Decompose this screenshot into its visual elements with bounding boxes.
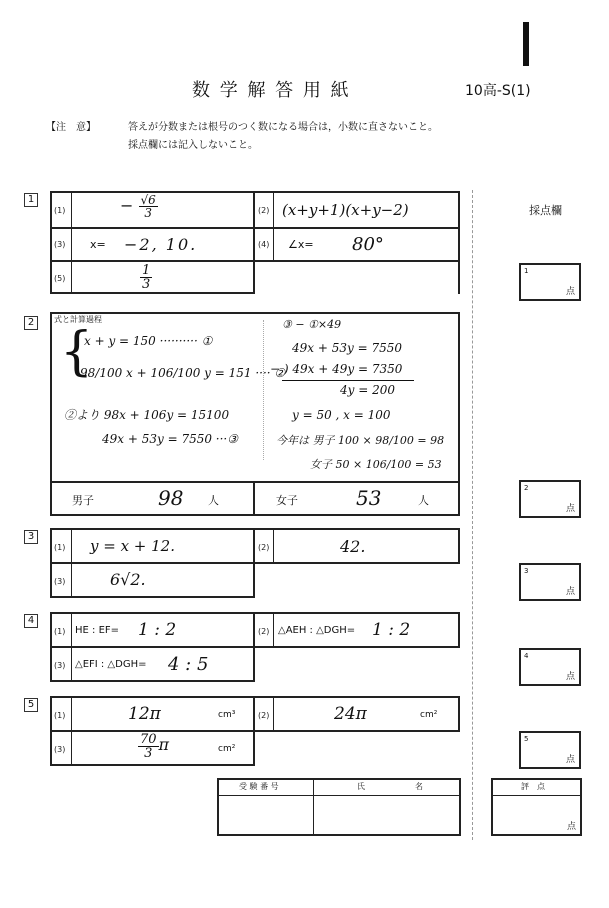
q1-2-answer: (x+y+1)(x+y−2) [282, 201, 409, 219]
score-box-5 [519, 731, 581, 769]
score-box-3 [519, 563, 581, 601]
q4-2-label: (2) [258, 627, 270, 636]
q3-1-answer: y = x + 12. [90, 537, 175, 555]
q4-3-label: (3) [54, 661, 66, 670]
work-left-line-2: 98/100 x + 106/100 y = 151 ···· ② [80, 366, 286, 380]
section-number-3: 3 [24, 530, 38, 544]
score-column-title: 採点欄 [529, 204, 562, 217]
score-box-number: 3 [524, 567, 529, 575]
exam-number-label: 受 験 番 号 [239, 782, 279, 791]
girls-unit: 人 [418, 494, 429, 507]
work-right-line-7: 女子 50 × 106/100 = 53 [310, 458, 442, 471]
q1-1-answer-sign: − [120, 196, 134, 215]
total-score-box [491, 778, 582, 836]
q1-3-label: (3) [54, 240, 66, 249]
q5-1-answer: 12π [128, 704, 161, 724]
boys-label: 男子 [72, 494, 94, 507]
work-subtraction-rule [282, 380, 414, 381]
name-label-1: 氏 [357, 782, 365, 791]
score-box-unit: 点 [565, 755, 575, 765]
score-box-4 [519, 648, 581, 686]
q3-3-answer: 6√2. [110, 570, 146, 589]
work-right-line-2: 49x + 53y = 7550 [292, 341, 402, 355]
q1-1-label: (1) [54, 206, 66, 215]
notice-line-1: 答えが分数または根号のつく数になる場合は，小数に直さないこと。 [128, 122, 438, 133]
q1-4-prefix: ∠x= [288, 238, 314, 251]
q1-5-answer-denominator: 3 [142, 277, 151, 292]
work-left-brace: { [60, 322, 94, 382]
q1-5-label: (5) [54, 274, 66, 283]
work-right-line-3: − ) 49x + 49y = 7350 [270, 362, 403, 376]
q5-3-answer-pi: π [158, 735, 170, 754]
section-number-4: 4 [24, 614, 38, 628]
q4-3-prefix: △EFI : △DGH= [75, 659, 147, 670]
score-box-number: 1 [524, 267, 529, 275]
boys-answer: 98 [158, 486, 184, 510]
section-number-5: 5 [24, 698, 38, 712]
q5-3-unit: cm² [218, 744, 236, 754]
girls-label: 女子 [276, 494, 298, 507]
q4-3-answer: 4 : 5 [168, 654, 209, 675]
q5-3-answer-numerator: 70 [140, 732, 157, 747]
score-divider [472, 190, 473, 840]
q5-3-label: (3) [54, 745, 66, 754]
q1-5-answer-numerator: 1 [142, 263, 151, 278]
work-right-line-5: y = 50 , x = 100 [292, 408, 391, 422]
exam-number-field[interactable] [221, 798, 309, 832]
q3-1-label: (1) [54, 543, 66, 552]
score-box-unit: 点 [565, 587, 575, 597]
q1-1-answer [120, 194, 158, 219]
page-title: 数 学 解 答 用 紙 [192, 80, 351, 101]
score-box-1 [519, 263, 581, 301]
work-right-line-1: ③ − ①×49 [282, 318, 342, 331]
total-score-label: 評 点 [521, 782, 545, 791]
score-box-number: 5 [524, 735, 529, 743]
score-box-number: 4 [524, 652, 529, 660]
q1-1-answer-denominator: 3 [144, 206, 152, 220]
q4-1-prefix: HE : EF= [75, 625, 120, 636]
q4-1-label: (1) [54, 627, 66, 636]
q5-2-unit: cm² [420, 710, 438, 720]
q4-2-answer: 1 : 2 [372, 620, 411, 640]
work-label: 式と計算過程 [54, 315, 102, 324]
q1-3-prefix: x= [90, 238, 106, 251]
examinee-info-box [217, 778, 461, 836]
notice-line-2: 採点欄には記入しないこと。 [128, 140, 258, 151]
corner-mark [523, 22, 529, 66]
score-box-unit: 点 [565, 287, 575, 297]
q1-4-answer: 80° [352, 234, 384, 255]
q3-3-label: (3) [54, 577, 66, 586]
boys-unit: 人 [208, 494, 219, 507]
q1-5-answer [140, 264, 152, 291]
paper-code: 10高-S(1) [465, 83, 531, 99]
girls-answer: 53 [356, 486, 382, 510]
work-right-line-4: 4y = 200 [340, 383, 396, 397]
q5-3-answer-denominator: 3 [144, 746, 153, 761]
score-box-unit: 点 [565, 504, 575, 514]
q4-2-prefix: △AEH : △DGH= [278, 625, 356, 636]
name-field[interactable] [317, 798, 455, 832]
q1-2-label: (2) [258, 206, 270, 215]
q1-1-answer-numerator: √6 [140, 193, 156, 207]
work-left-line-4: 49x + 53y = 7550 ···③ [102, 432, 239, 446]
score-box-number: 2 [524, 484, 529, 492]
q1-4-label: (4) [258, 240, 270, 249]
section-number-1: 1 [24, 193, 38, 207]
q1-3-answer: −2, 10. [124, 235, 198, 254]
q3-2-answer: 42. [340, 537, 366, 556]
work-left-line-1: x + y = 150 ·········· ① [84, 334, 213, 348]
q5-3-answer [138, 733, 169, 760]
q3-2-label: (2) [258, 543, 270, 552]
score-box-unit: 点 [565, 672, 575, 682]
score-box-2 [519, 480, 581, 518]
q5-1-label: (1) [54, 711, 66, 720]
name-label-2: 名 [415, 782, 423, 791]
q4-1-answer: 1 : 2 [138, 620, 177, 640]
work-right-line-6: 今年は 男子 100 × 98/100 = 98 [276, 434, 445, 447]
work-left-line-3: ②より 98x + 106y = 15100 [64, 408, 230, 422]
section-number-2: 2 [24, 316, 38, 330]
total-score-unit: 点 [566, 822, 576, 832]
q5-1-unit: cm³ [218, 710, 236, 720]
q5-2-answer: 24π [334, 704, 367, 724]
q5-2-label: (2) [258, 711, 270, 720]
notice-label: 【注 意】 [46, 122, 96, 133]
